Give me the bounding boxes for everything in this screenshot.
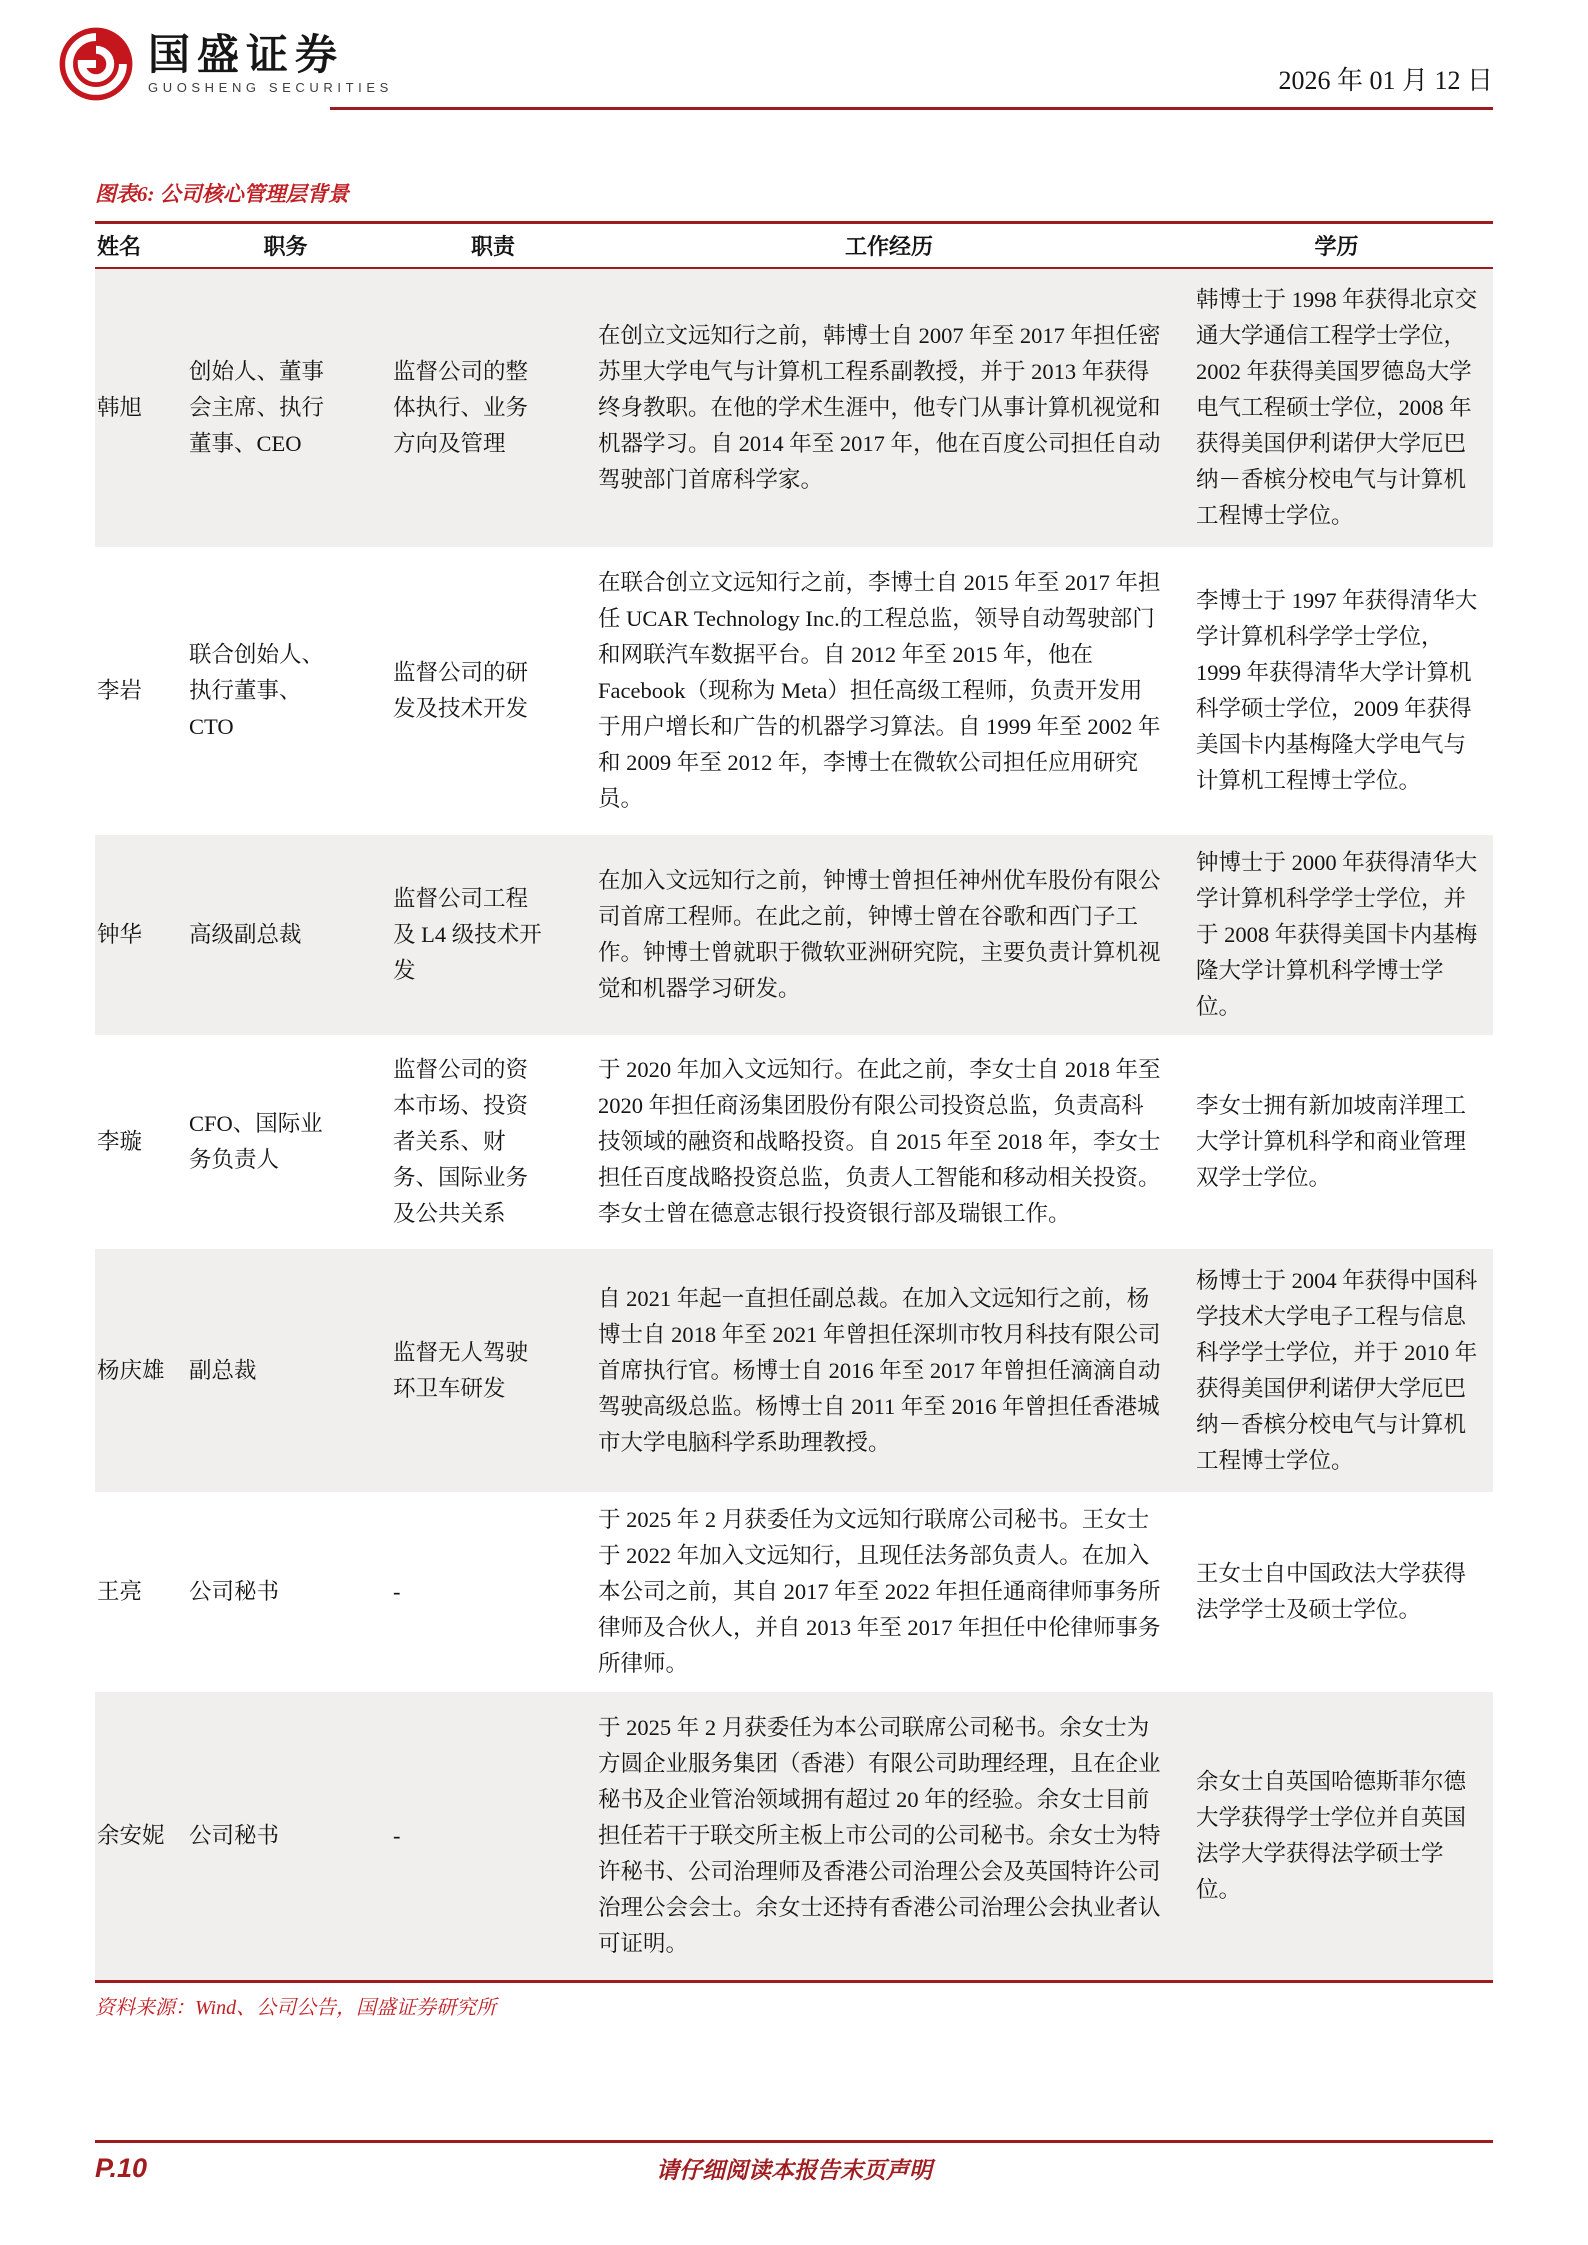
table-row (95, 1692, 1493, 1980)
col-header-duty: 职责 (470, 234, 515, 259)
table-row (95, 1249, 1493, 1492)
cell-education: 王女士自中国政法大学获得法学学士及硕士学位。 (1196, 1561, 1467, 1622)
cell-duty: - (393, 1579, 401, 1604)
table-row (95, 1492, 1493, 1692)
col-header-position: 职务 (263, 234, 308, 259)
table-row (95, 1035, 1493, 1249)
cell-position: CFO、国际业务负责人 (189, 1111, 323, 1172)
cell-duty: 监督公司工程及 L4 级技术开发 (393, 886, 542, 983)
cell-experience: 于 2025 年 2 月获委任为文远知行联席公司秘书。王女士于 2022 年加入文远知行，且现任法务部负责人。在加入本公司之前，其自 2017 年至 2022 年担任通商律师事务所律师及合伙人，并自 2013 年至 2017 年担任中伦律师事务所律师。 (598, 1507, 1161, 1676)
cell-position: 副总裁 (189, 1357, 257, 1383)
cell-duty: 监督无人驾驶环卫车研发 (393, 1339, 529, 1401)
cell-name: 余安妮 (97, 1823, 165, 1848)
header-rule (330, 107, 1493, 110)
cell-name: 钟华 (97, 922, 143, 947)
cell-name: 杨庆雄 (97, 1357, 165, 1383)
cell-experience: 在联合创立文远知行之前，李博士自 2015 年至 2017 年担任 UCAR Technology Inc.的工程总监，领导自动驾驶部门和网联汽车数据平台。自 2012 年至 2015 年，他在 Facebook（现称为 Meta）担任高级工程师，负责开发用于用户增长和广告的机器学习算法。自 1999 年至 2002 年和 2009 年至 2012 年，李博士在微软公司担任应用研究员。 (598, 570, 1161, 811)
col-header-name: 姓名 (97, 234, 142, 259)
cell-education: 钟博士于 2000 年获得清华大学计算机科学学士学位，并于 2008 年获得美国卡内基梅隆大学计算机科学博士学位。 (1196, 850, 1478, 1019)
cell-position: 公司秘书 (189, 1823, 280, 1848)
cell-education: 李女士拥有新加坡南洋理工大学计算机科学和商业管理双学士学位。 (1196, 1093, 1467, 1190)
table-body (95, 269, 1493, 1980)
cell-name: 韩旭 (97, 395, 143, 420)
brand-name-cn: 国盛证券 (148, 30, 345, 78)
cell-duty: 监督公司的研发及技术开发 (393, 660, 529, 721)
cell-experience: 在加入文远知行之前，钟博士曾担任神州优车股份有限公司首席工程师。在此之前，钟博士曾在谷歌和西门子工作。钟博士曾就职于微软亚洲研究院，主要负责计算机视觉和机器学习研发。 (598, 868, 1161, 1001)
cell-name: 李璇 (97, 1129, 143, 1154)
brand-text (148, 30, 393, 96)
footer-disclaimer: 请仔细阅读本报告末页声明 (656, 2158, 932, 2183)
cell-position: 公司秘书 (189, 1579, 280, 1604)
cell-education: 余女士自英国哈德斯菲尔德大学获得学士学位并自英国法学大学获得法学硕士学位。 (1196, 1769, 1467, 1902)
guosheng-logo-icon (58, 26, 134, 102)
brand-name-en: GUOSHENG SECURITIES (148, 80, 393, 96)
col-header-experience: 工作经历 (844, 234, 933, 259)
page-footer (95, 2140, 1493, 2185)
cell-experience: 在创立文远知行之前，韩博士自 2007 年至 2017 年担任密苏里大学电气与计算机工程系副教授，并于 2013 年获得终身教职。在他的学术生涯中，他专门从事计算机视觉和机器学习。自 2014 年至 2017 年，他在百度公司担任自动驾驶部门首席科学家。 (598, 323, 1161, 492)
source-note: 资料来源：Wind、公司公告，国盛证券研究所 (95, 1997, 497, 2019)
management-table (95, 221, 1493, 1983)
table-row (95, 269, 1493, 547)
cell-duty: 监督公司的资本市场、投资者关系、财务、国际业务及公共关系 (393, 1057, 529, 1226)
report-date: 2026 年 01 月 12 日 (1278, 66, 1493, 95)
cell-position: 高级副总裁 (189, 922, 302, 947)
figure-title: 图表6: 公司核心管理层背景 (95, 182, 349, 206)
col-header-education: 学历 (1314, 234, 1359, 259)
table-row (95, 835, 1493, 1035)
cell-position: 联合创始人、执行董事、CTO (189, 642, 325, 739)
cell-experience: 于 2025 年 2 月获委任为本公司联席公司秘书。余女士为方圆企业服务集团（香港）有限公司助理经理，且在企业秘书及企业管治领域拥有超过 20 年的经验。余女士目前担任若干于联交所主板上市公司的公司秘书。余女士为特许秘书、公司治理师及香港公司治理公会及英国特许公司治理公会会士。余女士还持有香港公司治理公会执业者认可证明。 (598, 1715, 1161, 1956)
page-header (0, 0, 1588, 178)
cell-position: 创始人、董事会主席、执行董事、CEO (189, 359, 325, 456)
cell-experience: 自 2021 年起一直担任副总裁。在加入文远知行之前，杨博士自 2018 年至 2021 年曾担任深圳市牧月科技有限公司首席执行官。杨博士自 2016 年至 2017 年曾担任滴滴自动驾驶高级总监。杨博士自 2011 年至 2016 年曾担任香港城市大学电脑科学系助理教授。 (598, 1285, 1161, 1455)
cell-education: 韩博士于 1998 年获得北京交通大学通信工程学士学位，2002 年获得美国罗德岛大学电气工程硕士学位，2008 年获得美国伊利诺伊大学厄巴纳－香槟分校电气与计算机工程博士学位。 (1196, 287, 1478, 528)
page-number: P.10 (95, 2153, 148, 2183)
cell-experience: 于 2020 年加入文远知行。在此之前，李女士自 2018 年至 2020 年担任商汤集团股份有限公司投资总监，负责高科技领域的融资和战略投资。自 2015 年至 2018 年，李女士担任百度战略投资总监，负责人工智能和移动相关投资。李女士曾在德意志银行投资银行部及瑞银工作。 (598, 1057, 1161, 1226)
brand (58, 26, 393, 102)
cell-education: 李博士于 1997 年获得清华大学计算机科学学士学位，1999 年获得清华大学计算机科学硕士学位，2009 年获得美国卡内基梅隆大学电气与计算机工程博士学位。 (1196, 588, 1478, 793)
cell-education: 杨博士于 2004 年获得中国科学技术大学电子工程与信息科学学士学位，并于 2010 年获得美国伊利诺伊大学厄巴纳－香槟分校电气与计算机工程博士学位。 (1196, 1267, 1478, 1473)
cell-duty: - (393, 1823, 401, 1848)
cell-name: 李岩 (97, 678, 143, 703)
cell-name: 王亮 (97, 1579, 143, 1604)
table-header-row (95, 224, 1493, 269)
table-row (95, 547, 1493, 835)
content (95, 178, 1493, 2020)
cell-duty: 监督公司的整体执行、业务方向及管理 (393, 359, 529, 456)
